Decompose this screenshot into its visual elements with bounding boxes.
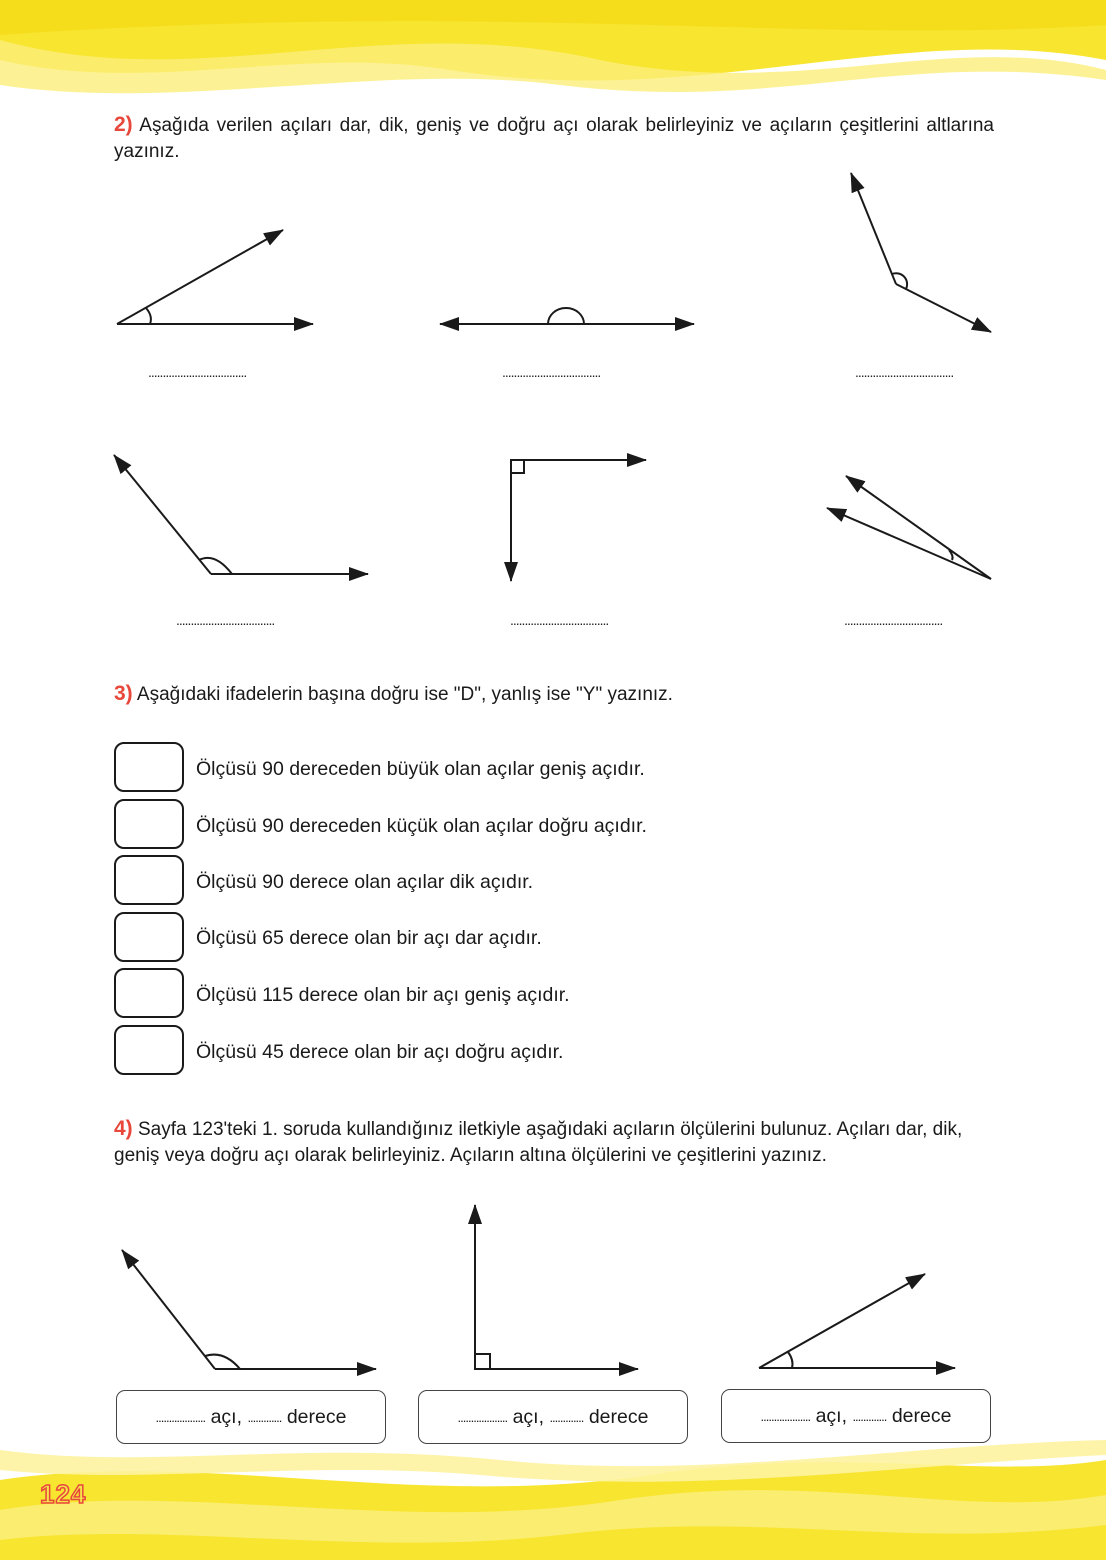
question-3 — [114, 681, 673, 708]
angle-word: açı, — [507, 1405, 550, 1428]
answer-blank[interactable]: .................................. — [148, 364, 247, 380]
angle-q2-2 — [440, 308, 694, 324]
angle-q2-3 — [851, 173, 991, 332]
question-3-text: Aşağıdaki ifadelerin başına doğru ise "D", yanlış ise "Y" yazınız. — [136, 684, 673, 705]
true-false-box[interactable] — [114, 855, 184, 905]
answer-box[interactable] — [116, 1390, 386, 1444]
true-false-box[interactable] — [114, 912, 184, 962]
page-number: 124 — [40, 1479, 87, 1509]
degree-blank[interactable]: ............. — [852, 1408, 887, 1424]
angle-q4-1 — [122, 1250, 376, 1369]
degree-blank[interactable]: ............. — [247, 1409, 282, 1425]
type-blank[interactable]: ................... — [457, 1409, 508, 1425]
true-false-box[interactable] — [114, 968, 184, 1018]
answer-blank[interactable]: .................................. — [176, 612, 275, 628]
question-2-number: 2) — [114, 113, 133, 136]
question-4 — [114, 1116, 999, 1169]
answer-box[interactable] — [721, 1389, 991, 1443]
statement: Ölçüsü 90 dereceden büyük olan açılar geniş açıdır. — [196, 758, 645, 780]
type-blank[interactable]: ................... — [760, 1408, 811, 1424]
answer-blank[interactable]: .................................. — [510, 612, 609, 628]
true-false-box[interactable] — [114, 1025, 184, 1075]
degree-word: derece — [281, 1405, 347, 1428]
statement: Ölçüsü 115 derece olan bir açı geniş açıdır. — [196, 984, 570, 1006]
answer-box[interactable] — [418, 1390, 688, 1444]
answer-blank[interactable]: .................................. — [855, 364, 954, 380]
statement: Ölçüsü 45 derece olan bir açı doğru açıdır. — [196, 1041, 564, 1063]
true-false-box[interactable] — [114, 742, 184, 792]
degree-blank[interactable]: ............. — [549, 1409, 584, 1425]
angle-q4-3 — [759, 1274, 955, 1368]
question-3-number: 3) — [114, 682, 133, 705]
degree-word: derece — [583, 1405, 649, 1428]
statement: Ölçüsü 90 dereceden küçük olan açılar doğru açıdır. — [196, 815, 647, 837]
question-4-text: Sayfa 123'teki 1. soruda kullandığınız iletkiyle aşağıdaki açıların ölçülerini bulunuz. Açıları dar, dik, geniş veya doğru açı olarak belirleyiniz. Açıların altına ölçülerini ve çeşitlerini yazınız. — [114, 1119, 963, 1166]
angle-q2-5 — [511, 460, 646, 581]
statement: Ölçüsü 90 derece olan açılar dik açıdır. — [196, 871, 534, 893]
angle-q2-1 — [117, 230, 313, 324]
angle-q4-2 — [475, 1205, 638, 1369]
angle-word: açı, — [810, 1404, 853, 1427]
angle-q2-4 — [114, 455, 368, 574]
question-2-text: Aşağıda verilen açıları dar, dik, geniş ve doğru açı olarak belirleyiniz ve açıların çeşitlerini altlarına yazınız. — [114, 115, 994, 162]
true-false-box[interactable] — [114, 799, 184, 849]
angle-word: açı, — [205, 1405, 248, 1428]
statement: Ölçüsü 65 derece olan bir açı dar açıdır. — [196, 927, 542, 949]
degree-word: derece — [886, 1404, 952, 1427]
answer-blank[interactable]: .................................. — [502, 364, 601, 380]
type-blank[interactable]: ................... — [155, 1409, 206, 1425]
answer-blank[interactable]: .................................. — [844, 612, 943, 628]
angle-q2-6 — [827, 476, 991, 579]
question-4-number: 4) — [114, 1117, 133, 1140]
